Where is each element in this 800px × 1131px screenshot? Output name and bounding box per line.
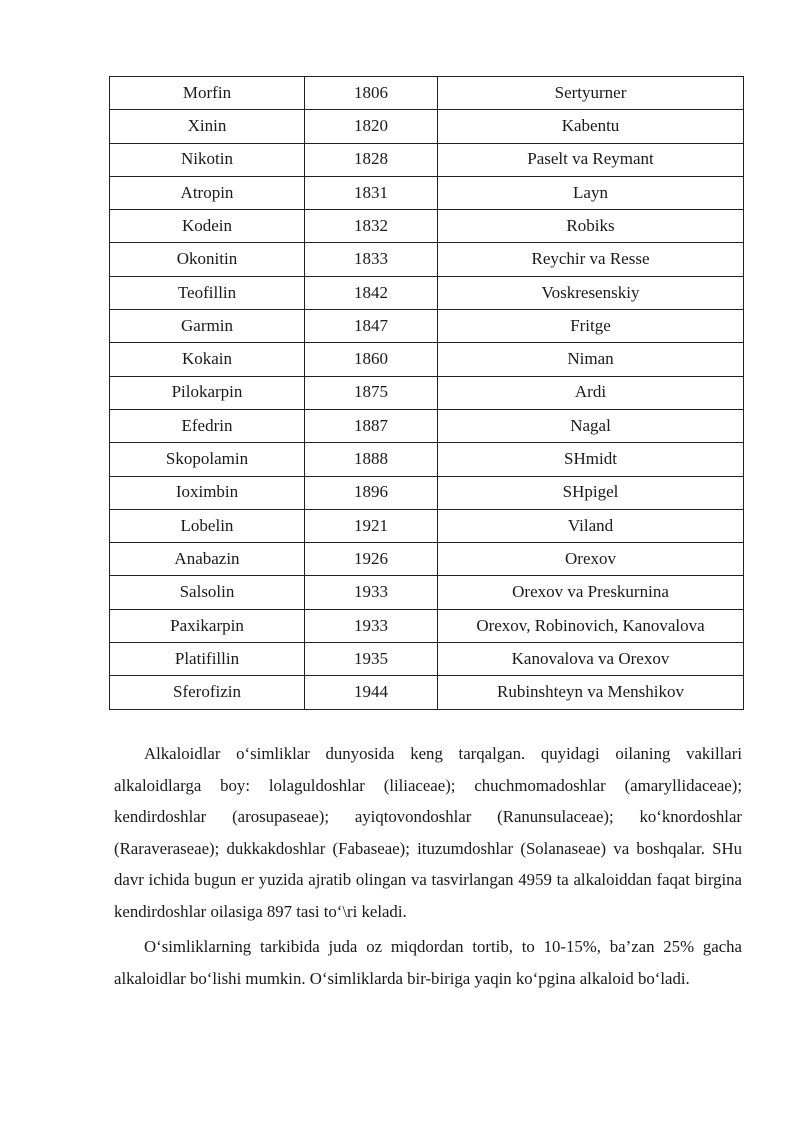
paragraph-2: O‘simliklarning tarkibida juda oz miqdordan tortib, to 10-15%, ba’zan 25% gacha alkaloidlar bo‘lishi mumkin. O‘simliklarda bir-biriga yaqin ko‘pgina alkaloid bo‘ladi. bbox=[114, 937, 742, 988]
table-row bbox=[110, 110, 744, 143]
discoverer-cell: Voskresenskiy bbox=[438, 276, 744, 309]
alkaloid-name-cell: Xinin bbox=[110, 110, 305, 143]
alkaloid-name-cell: Teofillin bbox=[110, 276, 305, 309]
year-cell: 1806 bbox=[305, 77, 438, 110]
alkaloid-name-cell: Sferofizin bbox=[110, 676, 305, 709]
discoverer-cell: Viland bbox=[438, 509, 744, 542]
alkaloid-name-cell: Kokain bbox=[110, 343, 305, 376]
discoverer-cell: Kabentu bbox=[438, 110, 744, 143]
alkaloid-name-cell: Skopolamin bbox=[110, 443, 305, 476]
year-cell: 1921 bbox=[305, 509, 438, 542]
table-row bbox=[110, 176, 744, 209]
table-row bbox=[110, 676, 744, 709]
discoverer-cell: Rubinshteyn va Menshikov bbox=[438, 676, 744, 709]
table-row bbox=[110, 443, 744, 476]
alkaloid-name-cell: Morfin bbox=[110, 77, 305, 110]
table-row bbox=[110, 310, 744, 343]
year-cell: 1828 bbox=[305, 143, 438, 176]
table-row bbox=[110, 509, 744, 542]
alkaloid-name-cell: Okonitin bbox=[110, 243, 305, 276]
discoverer-cell: SHpigel bbox=[438, 476, 744, 509]
year-cell: 1831 bbox=[305, 176, 438, 209]
table-row bbox=[110, 609, 744, 642]
year-cell: 1833 bbox=[305, 243, 438, 276]
year-cell: 1935 bbox=[305, 643, 438, 676]
alkaloid-name-cell: Pilokarpin bbox=[110, 376, 305, 409]
table-row bbox=[110, 576, 744, 609]
year-cell: 1933 bbox=[305, 576, 438, 609]
year-cell: 1933 bbox=[305, 609, 438, 642]
paragraph-1: Alkaloidlar o‘simliklar dunyosida keng tarqalgan. quyidagi oilaning vakillari alkaloidlarga boy: lolaguldoshlar (liliaceae); chuchmomadoshlar (amaryllidaceae); kendirdoshlar (arosupaseae); ayiqtovondoshlar (Ranunsulaceae); ko‘knordoshlar (Raraveraseae); dukkakdoshlar (Fabaseae); ituzumdoshlar (Solanaseae) va boshqalar. SHu davr ichida bugun er yuzida ajratib olingan va tasvirlangan 4959 ta alkaloiddan faqat birgina kendirdoshlar oilasiga 897 tasi to‘\ri keladi. bbox=[114, 744, 742, 921]
discoverer-cell: Kanovalova va Orexov bbox=[438, 643, 744, 676]
discoverer-cell: Orexov bbox=[438, 543, 744, 576]
year-cell: 1832 bbox=[305, 210, 438, 243]
year-cell: 1847 bbox=[305, 310, 438, 343]
discoverer-cell: Robiks bbox=[438, 210, 744, 243]
alkaloid-discovery-table bbox=[109, 76, 744, 710]
table-row bbox=[110, 343, 744, 376]
table-row bbox=[110, 643, 744, 676]
discoverer-cell: Nagal bbox=[438, 409, 744, 442]
alkaloid-name-cell: Lobelin bbox=[110, 509, 305, 542]
discoverer-cell: Orexov va Preskurnina bbox=[438, 576, 744, 609]
discoverer-cell: Fritge bbox=[438, 310, 744, 343]
alkaloid-name-cell: Paxikarpin bbox=[110, 609, 305, 642]
discoverer-cell: SHmidt bbox=[438, 443, 744, 476]
table-row bbox=[110, 243, 744, 276]
alkaloid-name-cell: Ioximbin bbox=[110, 476, 305, 509]
alkaloid-name-cell: Platifillin bbox=[110, 643, 305, 676]
year-cell: 1944 bbox=[305, 676, 438, 709]
year-cell: 1888 bbox=[305, 443, 438, 476]
table-row bbox=[110, 543, 744, 576]
alkaloid-name-cell: Salsolin bbox=[110, 576, 305, 609]
discoverer-cell: Paselt va Reymant bbox=[438, 143, 744, 176]
alkaloid-name-cell: Kodein bbox=[110, 210, 305, 243]
table-row bbox=[110, 210, 744, 243]
discoverer-cell: Ardi bbox=[438, 376, 744, 409]
discoverer-cell: Layn bbox=[438, 176, 744, 209]
alkaloid-name-cell: Atropin bbox=[110, 176, 305, 209]
discoverer-cell: Reychir va Resse bbox=[438, 243, 744, 276]
table-row bbox=[110, 376, 744, 409]
alkaloid-name-cell: Nikotin bbox=[110, 143, 305, 176]
alkaloid-name-cell: Anabazin bbox=[110, 543, 305, 576]
year-cell: 1896 bbox=[305, 476, 438, 509]
alkaloid-name-cell: Garmin bbox=[110, 310, 305, 343]
year-cell: 1842 bbox=[305, 276, 438, 309]
discoverer-cell: Orexov, Robinovich, Kanovalova bbox=[438, 609, 744, 642]
year-cell: 1887 bbox=[305, 409, 438, 442]
body-text bbox=[114, 738, 742, 994]
year-cell: 1860 bbox=[305, 343, 438, 376]
discoverer-cell: Niman bbox=[438, 343, 744, 376]
table-body bbox=[110, 77, 744, 710]
year-cell: 1820 bbox=[305, 110, 438, 143]
table-row bbox=[110, 143, 744, 176]
year-cell: 1926 bbox=[305, 543, 438, 576]
year-cell: 1875 bbox=[305, 376, 438, 409]
table-row bbox=[110, 77, 744, 110]
alkaloid-name-cell: Efedrin bbox=[110, 409, 305, 442]
table-row bbox=[110, 476, 744, 509]
table-row bbox=[110, 409, 744, 442]
discoverer-cell: Sertyurner bbox=[438, 77, 744, 110]
table-row bbox=[110, 276, 744, 309]
